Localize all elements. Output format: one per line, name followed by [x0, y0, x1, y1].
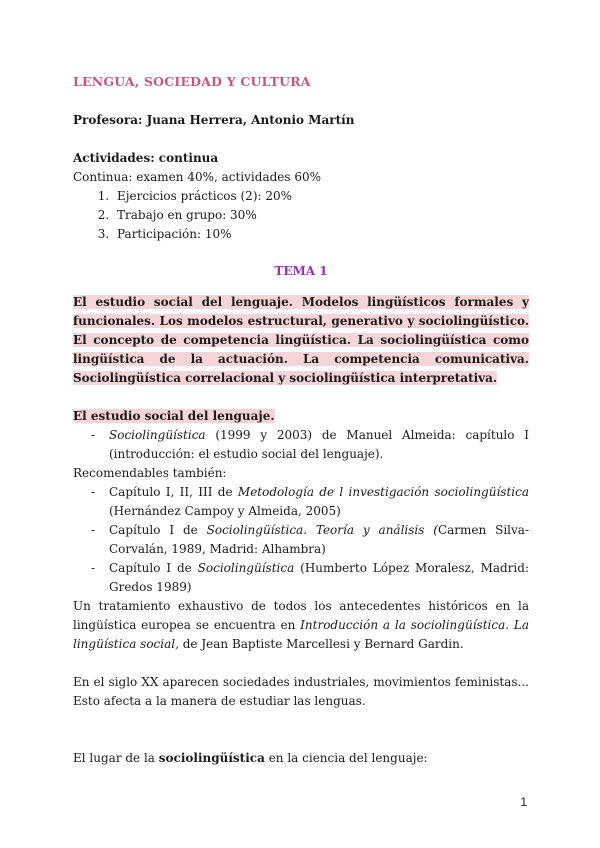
paragraph [73, 597, 529, 654]
ref-text: Capítulo I de [109, 523, 207, 537]
list-item [109, 521, 529, 559]
book-title: Introducción a la sociolingüística. La lingüística social, [73, 618, 530, 651]
page-number: 1 [520, 795, 527, 809]
professor-line: Profesora: Juana Herrera, Antonio Martín [73, 113, 355, 127]
list-item: 2. Trabajo en grupo: 30% [113, 206, 529, 225]
reference-list [73, 426, 529, 464]
tema-summary [73, 293, 529, 388]
ref-text: Carmen Silva-Corvalán, 1989, Madrid: Alhambra) [109, 523, 530, 556]
paragraph-text: El lugar de la [73, 751, 159, 765]
ref-text: Capítulo I, II, III de [109, 485, 238, 499]
activities-list [73, 187, 529, 244]
section-heading [73, 407, 529, 426]
activities-heading: Actividades: continua [73, 151, 219, 165]
list-item: 3. Participación: 10% [113, 225, 529, 244]
ref-title: Sociolingüística [109, 428, 206, 442]
tema-summary-text: El estudio social del lenguaje. Modelos lingüísticos formales y funcionales. Los modelos estructural, generativo y sociolingüístico. El concepto de competencia lingüística. La sociolingüística como lingüística de la actuación. La competencia comunicativa. Sociolingüística correlacional y sociolingüística interpretativa. [73, 295, 529, 385]
list-item [109, 426, 529, 464]
tema-heading: TEMA 1 [274, 264, 328, 278]
ref-text: Capítulo I de [109, 561, 198, 575]
paragraph: En el siglo XX aparecen sociedades industriales, movimientos feministas... Esto afecta a la manera de estudiar las lenguas. [73, 675, 529, 708]
paragraph-text: en la ciencia del lenguaje: [264, 751, 428, 765]
activities-summary: Continua: examen 40%, actividades 60% [73, 170, 322, 184]
ref-text: (1999 y 2003) de Manuel Almeida: capítulo I (introducción: el estudio social del lenguaje). [109, 428, 529, 461]
paragraph-text: de Jean Baptiste Marcellesi y Bernard Gardin. [178, 637, 464, 651]
paragraph-text: Un tratamiento exhaustivo de todos los antecedentes históricos en la lingüística europea se encuentra en [73, 599, 529, 632]
ref-title: Sociolingüística [197, 561, 295, 575]
ref-title: Sociolingüística. Teoría y análisis ( [206, 523, 438, 537]
list-item: 1. Ejercicios prácticos (2): 20% [113, 187, 529, 206]
recommended-label: Recomendables también: [73, 466, 227, 480]
list-item [109, 483, 529, 521]
document-title: LENGUA, SOCIEDAD Y CULTURA [73, 74, 311, 89]
ref-text: (Humberto López Moralesz, Madrid: Gredos 1989) [109, 561, 529, 594]
paragraph [73, 749, 529, 768]
ref-text: (Hernández Campoy y Almeida, 2005) [109, 504, 341, 518]
ref-title: Metodología de l investigación sociolingüística [237, 485, 529, 499]
section-heading-text: El estudio social del lenguaje. [73, 409, 275, 423]
bold-term: sociolingüística [158, 751, 265, 765]
document-page [73, 72, 529, 768]
list-item [109, 559, 529, 597]
recommended-list [73, 483, 529, 597]
